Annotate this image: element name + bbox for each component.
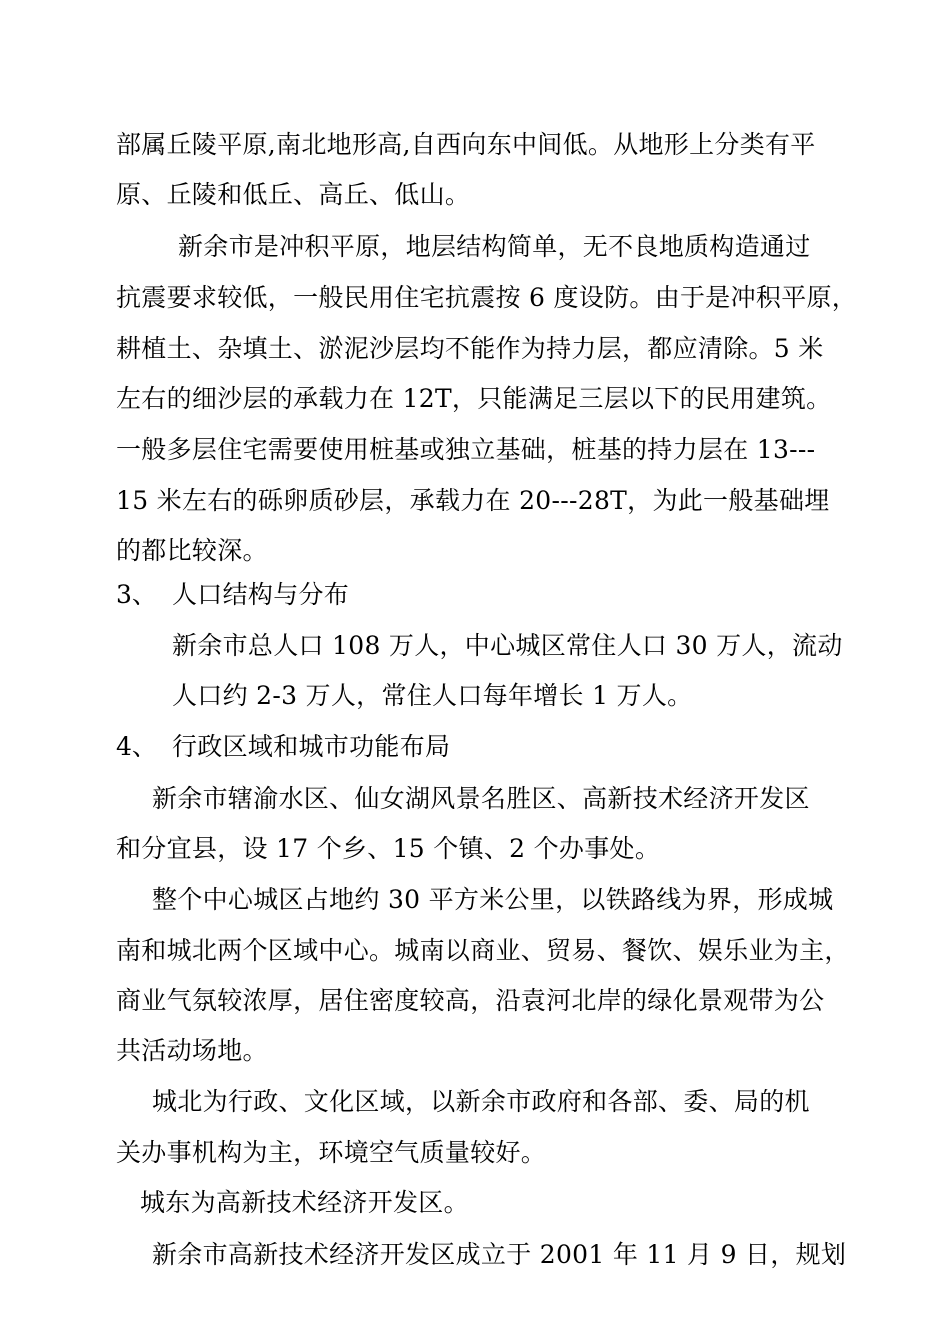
section-3-number: 3、 bbox=[116, 580, 157, 609]
center-line-4: 共活动场地。 bbox=[116, 1036, 268, 1065]
section-3-title: 人口结构与分布 bbox=[172, 580, 350, 609]
terrain-line-2: 原、丘陵和低丘、高丘、低山。 bbox=[116, 180, 471, 209]
center-line-1: 整个中心城区占地约 30 平方米公里，以铁路线为界，形成城 bbox=[152, 885, 834, 914]
geology-line-7: 的都比较深。 bbox=[116, 536, 268, 565]
population-line-1: 新余市总人口 108 万人，中心城区常住人口 30 万人，流动 bbox=[172, 631, 843, 660]
section-4-number: 4、 bbox=[116, 732, 157, 761]
geology-line-2: 抗震要求较低，一般民用住宅抗震按 6 度设防。由于是冲积平原， bbox=[116, 283, 858, 312]
zone-line-1: 新余市高新技术经济开发区成立于 2001 年 11 月 9 日，规划 bbox=[152, 1240, 847, 1269]
population-line-2: 人口约 2-3 万人，常住人口每年增长 1 万人。 bbox=[172, 681, 693, 710]
geology-line-4: 左右的细沙层的承载力在 12T，只能满足三层以下的民用建筑。 bbox=[116, 384, 832, 413]
north-line-2: 关办事机构为主，环境空气质量较好。 bbox=[116, 1138, 547, 1167]
geology-line-6: 15 米左右的砾卵质砂层，承载力在 20---28T，为此一般基础埋 bbox=[116, 486, 830, 515]
admin-line-1: 新余市辖渝水区、仙女湖风景名胜区、高新技术经济开发区 bbox=[152, 784, 810, 813]
east-line: 城东为高新技术经济开发区。 bbox=[140, 1188, 469, 1217]
geology-line-5: 一般多层住宅需要使用桩基或独立基础，桩基的持力层在 13--- bbox=[116, 435, 816, 464]
north-line-1: 城北为行政、文化区域，以新余市政府和各部、委、局的机 bbox=[152, 1087, 810, 1116]
center-line-2: 南和城北两个区域中心。城南以商业、贸易、餐饮、娱乐业为主， bbox=[116, 936, 850, 965]
admin-line-2: 和分宜县，设 17 个乡、15 个镇、2 个办事处。 bbox=[116, 834, 661, 863]
geology-line-3: 耕植土、杂填土、淤泥沙层均不能作为持力层，都应清除。5 米 bbox=[116, 334, 824, 363]
section-4-title: 行政区域和城市功能布局 bbox=[172, 732, 451, 761]
geology-line-1: 新余市是冲积平原，地层结构简单，无不良地质构造通过 bbox=[178, 232, 811, 261]
terrain-line-1: 部属丘陵平原,南北地形高,自西向东中间低。从地形上分类有平 bbox=[116, 130, 816, 159]
center-line-3: 商业气氛较浓厚，居住密度较高，沿袁河北岸的绿化景观带为公 bbox=[116, 986, 825, 1015]
